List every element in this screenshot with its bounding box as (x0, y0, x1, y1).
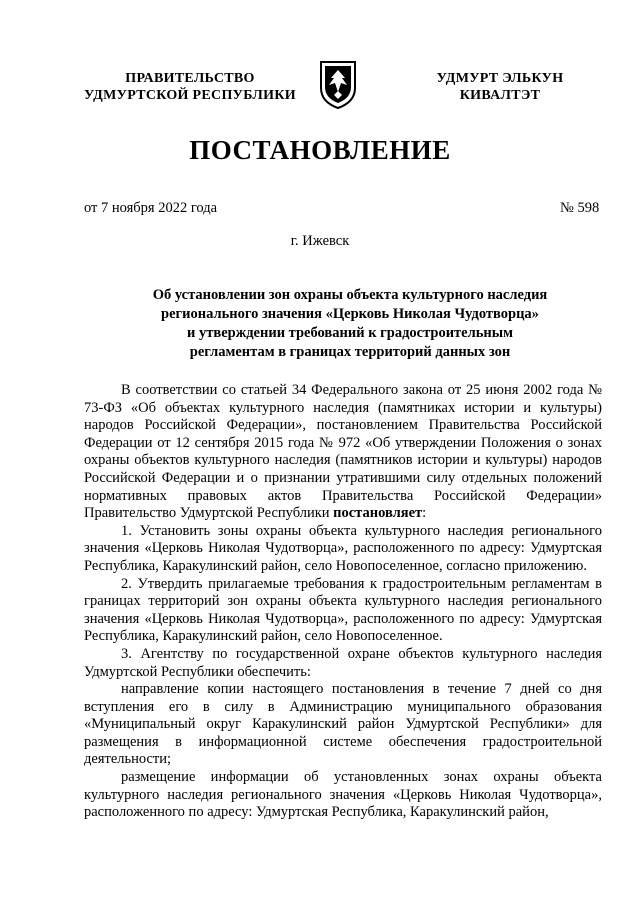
header-left-line1: ПРАВИТЕЛЬСТВО (125, 71, 255, 86)
subject-line2: регионального значения «Церковь Николая Чудотворца» (161, 306, 539, 322)
subject-line3: и утверждении требований к градостроительным (187, 325, 513, 341)
document-subject (100, 286, 600, 362)
preamble-end: : (422, 505, 427, 522)
coat-of-arms-icon (317, 58, 359, 110)
preamble-keyword: постановляет (333, 505, 423, 522)
body-item-2: 2. Утвердить прилагаемые требования к градостроительным регламентам в границах территорий зон охраны объекта культурного наследия регионального значения «Церковь Николая Чудотворца», расположенного по адресу: Удмуртская Республика, Каракулинский район, село Новопоселенное. (84, 575, 602, 645)
header-right (400, 70, 600, 104)
body-preamble (84, 382, 602, 523)
body-item-3: 3. Агентству по государственной охране объектов культурного наследия Удмуртской Республики обеспечить: (84, 645, 602, 680)
header-left (70, 70, 310, 104)
document-city: г. Ижевск (290, 233, 350, 249)
subject-line4: регламентам в границах территорий данных зон (189, 344, 511, 360)
document-body (84, 382, 602, 822)
body-item-1: 1. Установить зоны охраны объекта культурного наследия регионального значения «Церковь Николая Чудотворца», расположенного по адресу: Удмуртская Республика, Каракулинский район, село Новопоселенное, согласно приложению. (84, 522, 602, 574)
document-number: № 598 (560, 200, 600, 216)
document-title: ПОСТАНОВЛЕНИЕ (189, 135, 451, 165)
header-left-line2: УДМУРТСКОЙ РЕСПУБЛИКИ (84, 88, 296, 103)
preamble-text: В соответствии со статьей 34 Федерального закона от 25 июня 2002 года № 73-ФЗ «Об объектах культурного наследия (памятниках истории и культуры) народов Российской Федерации», постановлением Правительства Российской Федерации от 12 сентября 2015 года № 972 «Об утверждении Положения о зонах охраны объектов культурного наследия (памятников истории и культуры) народов Российской Федерации и о признании утратившими силу отдельных положений нормативных правовых актов Правительства Российской Федерации» Правительство Удмуртской Республики (84, 382, 602, 522)
header-right-line2: КИВАЛТЭТ (459, 88, 541, 103)
body-item-3b: размещение информации об установленных зонах охраны объекта культурного наследия регионального значения «Церковь Николая Чудотворца», расположенного по адресу: Удмуртская Республика, Каракулинский район, (84, 769, 602, 821)
header-right-line1: УДМУРТ ЭЛЬКУН (436, 71, 564, 86)
subject-line1: Об установлении зон охраны объекта культурного наследия (152, 287, 548, 303)
document-date: от 7 ноября 2022 года (84, 200, 218, 216)
body-item-3a: направление копии настоящего постановления в течение 7 дней со дня вступления его в силу в Администрацию муниципального образования «Муниципальный округ Каракулинский район Удмуртской Республики» для размещения в информационной системе обеспечения градостроительной деятельности; (84, 681, 602, 768)
